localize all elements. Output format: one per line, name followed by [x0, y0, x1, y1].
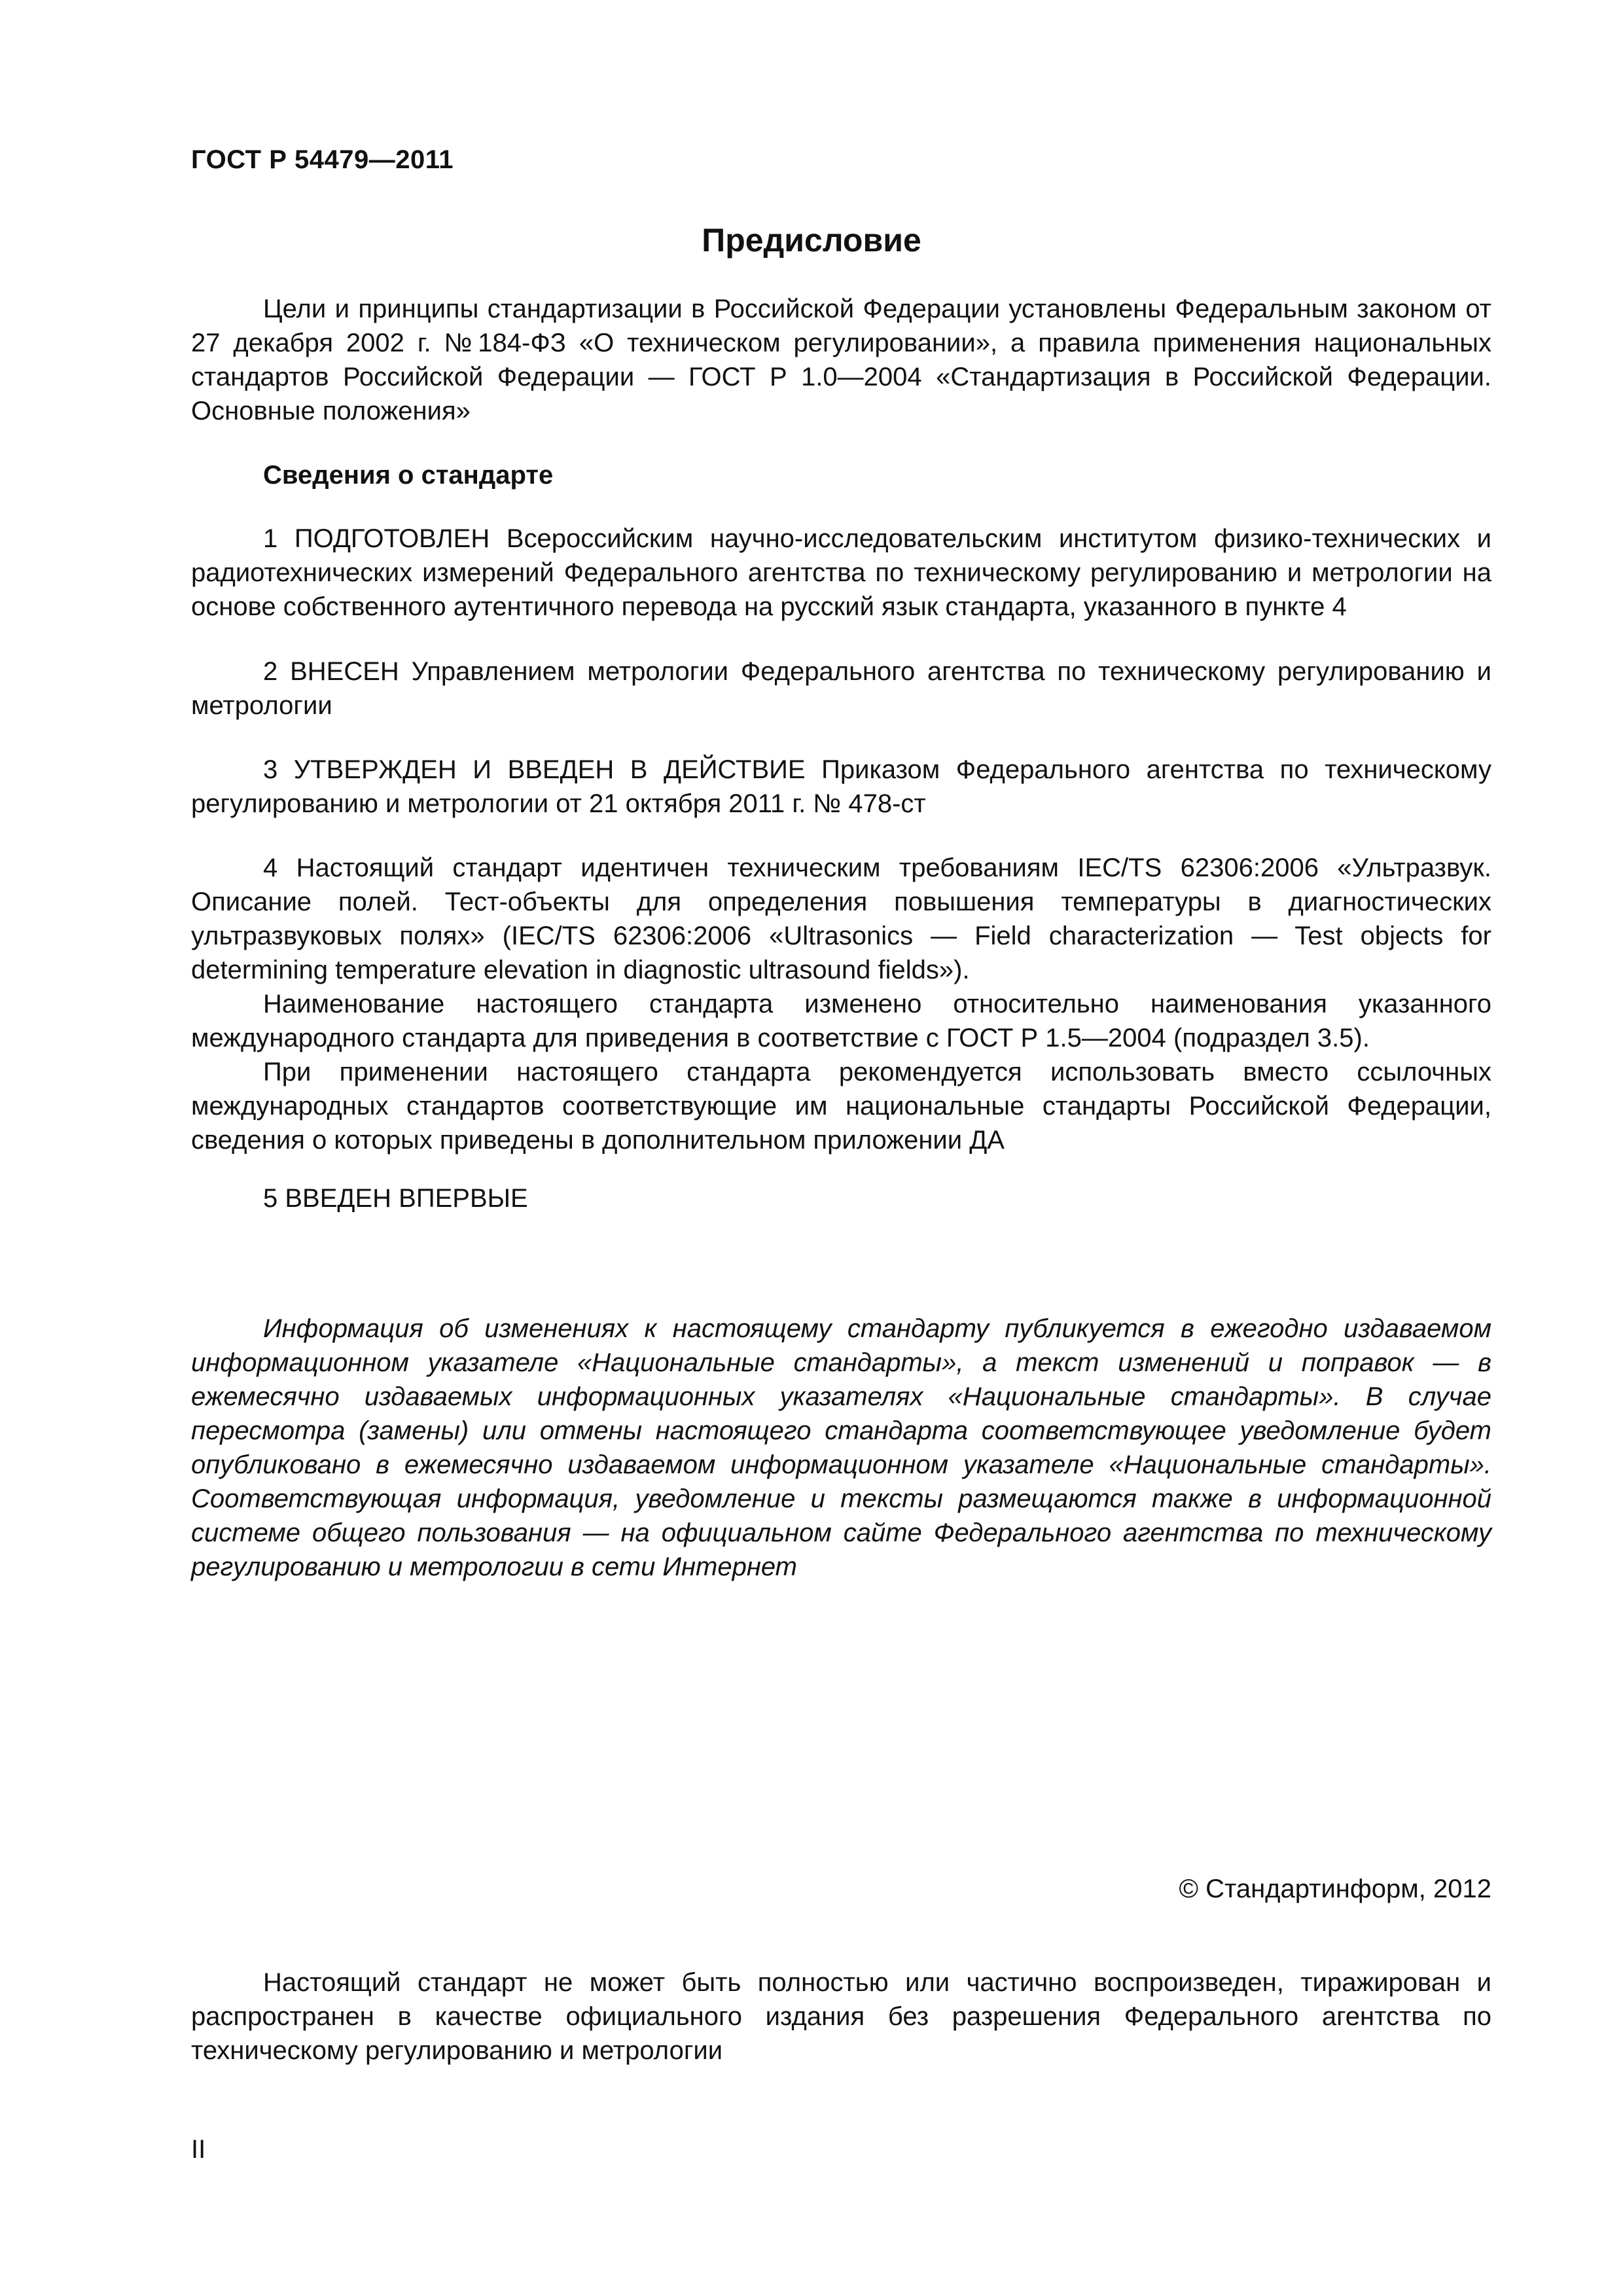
- item-4-paragraph-3: При применении настоящего стандарта рекомендуется использовать вместо ссылочных международных стандартов соответствующие им национальные стандарты Российской Федерации, сведения о которых приведены в дополнительном приложении ДА: [191, 1058, 1491, 1155]
- copyright-line: © Стандартинформ, 2012: [1179, 1874, 1491, 1903]
- item-5-paragraph: 5 ВВЕДЕН ВПЕРВЫЕ: [263, 1184, 528, 1213]
- notice-paragraph: Информация об изменениях к настоящему стандарту публикуется в ежегодно издаваемом информационном указателе «Национальные стандарты», а текст изменений и поправок — в ежемесячно издаваемых информационных указателях «Национальные стандарты». В случае пересмотра (замены) или отмены настоящего стандарта соответствующее уведомление будет опубликовано в ежемесячно издаваемом информационном указателе «Национальные стандарты». Соответствующая информация, уведомление и тексты размещаются также в информационной системе общего пользования — на официальном сайте Федерального агентства по техническому регулированию и метрологии в сети Интернет: [191, 1314, 1491, 1581]
- intro-paragraph: Цели и принципы стандартизации в Российской Федерации установлены Федеральным законом от 27 декабря 2002 г. №184-ФЗ «О техническом регулировании», а правила применения национальных стандартов Российской Федерации — ГОСТ Р 1.0—2004 «Стандартизация в Российской Федерации. Основные положения»: [191, 295, 1491, 425]
- item-3-section: [191, 753, 1491, 821]
- page-number: II: [191, 2135, 206, 2164]
- item-4-section: [191, 851, 1491, 1157]
- item-5-section: [191, 1181, 1491, 1215]
- item-2-section: [191, 655, 1491, 723]
- info-heading-section: [191, 458, 1491, 492]
- item-3-paragraph: 3 УТВЕРЖДЕН И ВВЕДЕН В ДЕЙСТВИЕ Приказом Федерального агентства по техническому регулированию и метрологии от 21 октября 2011 г. № 478-ст: [191, 755, 1491, 818]
- item-4-paragraph-2: Наименование настоящего стандарта изменено относительно наименования указанного международного стандарта для приведения в соответствие с ГОСТ Р 1.5—2004 (подраздел 3.5).: [191, 990, 1491, 1052]
- intro-section: [191, 292, 1491, 428]
- page-title: Предисловие: [702, 222, 921, 259]
- notice-section: [191, 1312, 1491, 1584]
- item-4-paragraph-1: 4 Настоящий стандарт идентичен техническим требованиям IEC/TS 62306:2006 «Ультразвук. Описание полей. Тест-объекты для определения повышения температуры в диагностических ультразвуковых полях» (IEC/TS 62306:2006 «Ultrasonics — Field characterization — Test objects for determining temperature elevation in diagnostic ultrasound fields»).: [191, 853, 1491, 984]
- legal-paragraph: Настоящий стандарт не может быть полностью или частично воспроизведен, тиражирован и распространен в качестве официального издания без разрешения Федерального агентства по техническому регулированию и метрологии: [191, 1968, 1491, 2065]
- item-1-section: [191, 522, 1491, 624]
- document-code: ГОСТ Р 54479—2011: [191, 145, 454, 174]
- item-1-paragraph: 1 ПОДГОТОВЛЕН Всероссийским научно-исследовательским институтом физико-технических и радиотехнических измерений Федерального агентства по техническому регулированию и метрологии на основе собственного аутентичного перевода на русский язык стандарта, указанного в пункте 4: [191, 524, 1491, 621]
- info-heading: Сведения о стандарте: [263, 461, 554, 490]
- legal-section: [191, 1965, 1491, 2068]
- item-2-paragraph: 2 ВНЕСЕН Управлением метрологии Федерального агентства по техническому регулированию и метрологии: [191, 657, 1491, 720]
